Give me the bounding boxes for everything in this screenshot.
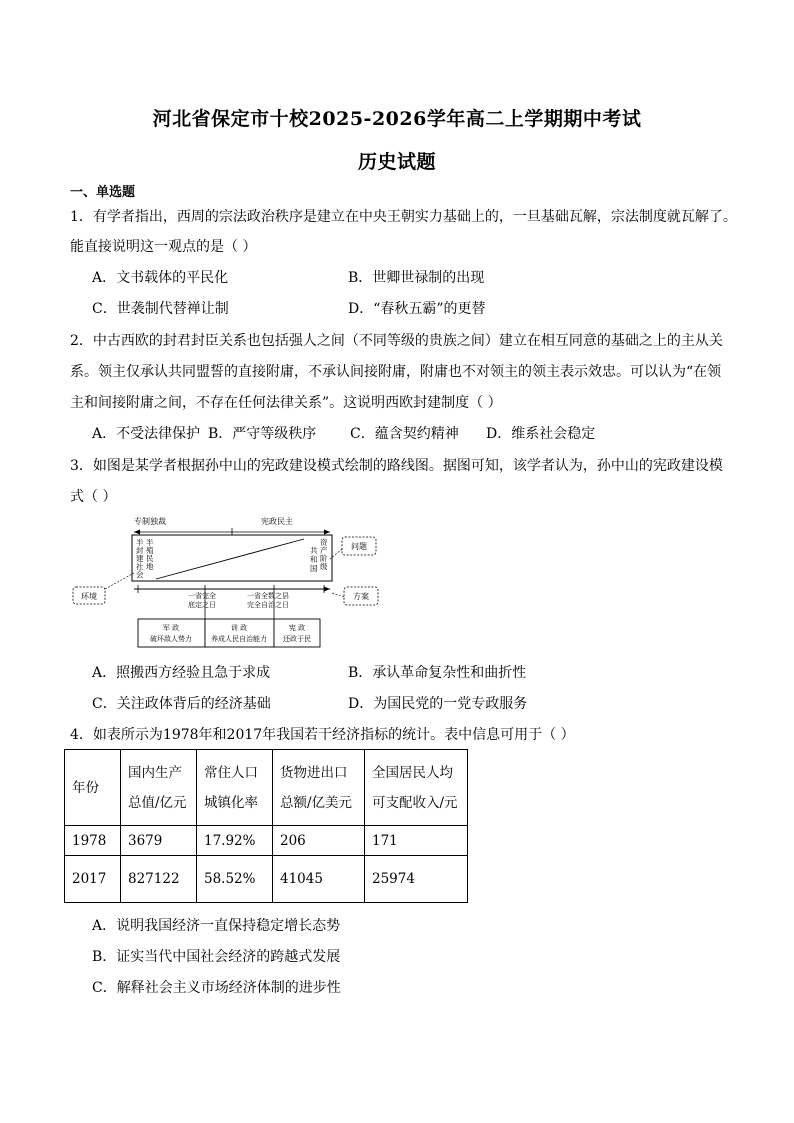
table-header-cell: 货物进出口 总额/亿美元 bbox=[273, 750, 365, 826]
question-3-option-a[interactable]: A．照搬西方经验且急于求成 bbox=[92, 665, 271, 681]
stage-military-desc: 破坏敌人势力 bbox=[150, 635, 192, 643]
plan-pointer bbox=[332, 593, 344, 597]
table-cell: 17.92% bbox=[197, 826, 273, 856]
table-cell: 2017 bbox=[65, 856, 121, 903]
table-cell: 3679 bbox=[121, 826, 197, 856]
question-1-option-a[interactable]: A．文书载体的平民化 bbox=[92, 270, 229, 286]
question-2-option-b[interactable]: B．严守等级秩序 bbox=[208, 426, 317, 442]
question-4-option-a[interactable]: A．说明我国经济一直保持稳定增长态势 bbox=[92, 918, 341, 934]
table-header-cell: 年份 bbox=[65, 750, 121, 826]
left-arrowhead-icon bbox=[134, 530, 140, 535]
stage-tutelage-desc: 养成人民自治能力 bbox=[211, 635, 267, 643]
table-header-row bbox=[65, 750, 468, 826]
left-vertical-label: 半封建社会 bbox=[136, 538, 144, 579]
question-1-option-b[interactable]: B．世卿世禄制的出现 bbox=[348, 270, 485, 286]
table-cell: 25974 bbox=[365, 856, 468, 903]
label-democracy: 宪政民主 bbox=[261, 517, 293, 526]
question-4-option-c[interactable]: C．解释社会主义市场经济体制的进步性 bbox=[92, 980, 341, 996]
milestone-1-line-1: 一省完全 bbox=[188, 592, 216, 600]
table-header-cell: 国内生产 总值/亿元 bbox=[121, 750, 197, 826]
question-4-option-b[interactable]: B．证实当代中国社会经济的跨越式发展 bbox=[92, 949, 341, 965]
environment-label: 环境 bbox=[81, 592, 97, 601]
question-3-option-d[interactable]: D．为国民党的一党专政服务 bbox=[348, 696, 528, 712]
constitutional-roadmap-diagram bbox=[72, 515, 384, 653]
table-cell: 58.52% bbox=[197, 856, 273, 903]
question-3-option-c[interactable]: C．关注政体背后的经济基础 bbox=[92, 696, 271, 712]
table-header-cell: 常住人口 城镇化率 bbox=[197, 750, 273, 826]
question-4-line-1: 4．如表所示为1978年和2017年我国若干经济指标的统计。表中信息可用于（ ） bbox=[70, 727, 575, 743]
stage-constitution-desc: 还政于民 bbox=[283, 635, 311, 643]
left-vertical-label-2: 半殖民地 bbox=[146, 538, 154, 571]
table-row bbox=[65, 856, 468, 903]
economic-indicators-table bbox=[64, 749, 468, 903]
milestone-1-line-2: 底定之日 bbox=[188, 601, 216, 609]
question-1-option-d[interactable]: D．“春秋五霸”的更替 bbox=[348, 301, 486, 317]
question-3-option-b[interactable]: B．承认革命复杂性和曲折性 bbox=[348, 665, 527, 681]
question-2-line-3: 主和间接附庸之间，不存在任何法律关系”。这说明西欧封建制度（ ） bbox=[70, 395, 502, 411]
plan-label: 方案 bbox=[353, 592, 369, 601]
section-heading: 一、单选题 bbox=[70, 185, 136, 200]
question-1-line-2: 能直接说明这一观点的是（ ） bbox=[70, 239, 257, 255]
question-1-option-c[interactable]: C．世袭制代替禅让制 bbox=[92, 301, 229, 317]
right-vertical-label-2: 资产阶级 bbox=[320, 538, 328, 571]
table-cell: 206 bbox=[273, 826, 365, 856]
environment-pointer bbox=[105, 573, 134, 589]
question-1-line-1: 1．有学者指出，西周的宗法政治秩序是建立在中央王朝实力基础上的，一旦基础瓦解，宗法制度就瓦解了。 bbox=[70, 209, 737, 225]
question-2-line-1: 2．中古西欧的封君封臣关系也包括强人之间（不同等级的贵族之间）建立在相互同意的基础之上的主从关 bbox=[70, 333, 723, 349]
question-2-option-c[interactable]: C．蕴含契约精神 bbox=[350, 426, 459, 442]
timeline-arrowhead-icon bbox=[324, 587, 330, 592]
stage-constitution-title: 宪 政 bbox=[288, 624, 306, 632]
milestone-2-line-1: 一省全数之县 bbox=[247, 592, 289, 600]
question-3-line-2: 式（ ） bbox=[70, 489, 117, 505]
problem-label: 问题 bbox=[351, 542, 367, 551]
table-cell: 827122 bbox=[121, 856, 197, 903]
question-2-option-a[interactable]: A．不受法律保护 bbox=[92, 426, 201, 442]
stage-tutelage-title: 训 政 bbox=[230, 624, 248, 632]
table-row bbox=[65, 826, 468, 856]
question-2-option-d[interactable]: D．维系社会稳定 bbox=[486, 426, 596, 442]
exam-title: 河北省保定市十校2025-2026学年高二上学期期中考试 bbox=[152, 108, 642, 130]
milestone-2-line-2: 完全自治之日 bbox=[247, 601, 289, 609]
question-2-line-2: 系。领主仅承认共同盟誓的直接附庸，不承认间接附庸，附庸也不对领主的领主表示效忠。可以认为“在领 bbox=[70, 364, 722, 380]
stage-military-title: 军 政 bbox=[162, 624, 180, 632]
right-arrowhead-icon bbox=[324, 530, 330, 535]
exam-subtitle: 历史试题 bbox=[357, 151, 436, 173]
label-autocracy: 专制独裁 bbox=[134, 517, 166, 526]
table-cell: 171 bbox=[365, 826, 468, 856]
table-header-cell: 全国居民人均 可支配收入/元 bbox=[365, 750, 468, 826]
right-vertical-label: 共和国 bbox=[310, 546, 318, 573]
table-cell: 1978 bbox=[65, 826, 121, 856]
table-cell: 41045 bbox=[273, 856, 365, 903]
question-3-line-1: 3．如图是某学者根据孙中山的宪政建设模式绘制的路线图。据图可知，该学者认为，孙中山的宪政建设模 bbox=[70, 458, 723, 474]
